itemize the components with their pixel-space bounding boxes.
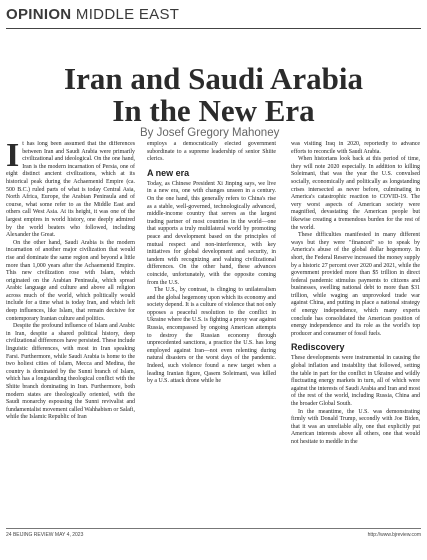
- paragraph: Today, as Chinese President Xi Jinping says, we live in a new era, one with changes unseen in a century. On the one hand, this generally refers to China's rise as a stable, well-governed, technologically advanced, middle-income country that serves as the largest trading partner of most countries in the world—one that supports a truly multilateral world by promoting peace and development based on the principles of mutual respect and non-interference, with key initiatives for global development and security, in tandem with recognizing and valuing civilizational differences. On the other hand, these advances coincide, unfortunately, with the opposite coming from the U.S.: [147, 180, 276, 286]
- paragraph: The U.S., by contrast, is clinging to unilateralism and the global hegemony upon which its economy and society depend. It is a culture of violence that not only opposes a peaceful resolution to the conflict in Ukraine where the U.S. is fighting a proxy war against Russia, encompassed by ongoing American attempts to destroy the Russian economy through unprecedented sanctions, a practice the U.S. has long employed against Iran—not even relenting during natural disasters or the worst days of the pandemic. Indeed, such violence found a new target when a leading Iranian figure, Qasem Soleimani, was killed by a U.S. attack drone while he: [147, 287, 276, 385]
- paragraph: When historians look back at this period of time, they will note 2020 especially. In addition to killing Soleimani, that was the year the U.S. convulsed socially, economically and politically as longstanding crises intersected as never before, culminating in America's catastrophic reaction to COVID-19. The very worst aspects of American society were magnified, devastating the American people but likewise creating a tremendous burden for the rest of the world.: [291, 156, 420, 231]
- footer-page-info: 24 BEIJING REVIEW MAY 4, 2023: [6, 532, 84, 538]
- article-column-2: [147, 141, 276, 523]
- article-column-3: [291, 141, 420, 523]
- subheading-new-era: A new era: [147, 167, 190, 178]
- drop-cap: I: [6, 141, 20, 174]
- header-rule: [6, 28, 421, 29]
- article-column-1: [6, 141, 135, 523]
- section-label: OPINION: [6, 6, 72, 23]
- subheading-rediscovery: Rediscovery: [291, 342, 345, 353]
- paragraph: These developments were instrumental in causing the global inflation and instability that followed, setting the table in part for the conflict in Ukraine and wildly fluctuating energy markets in turn, all of which were against the interests of Saudi Arabia and Iran and most of the rest of the world, including Russia, China and the broader Global South.: [291, 355, 420, 407]
- section-kicker: [6, 6, 179, 24]
- headline-line-1: Iran and Saudi Arabia: [64, 61, 363, 96]
- paragraph-text: t has long been assumed that the differences between Iran and Saudi Arabia were primarily civilizational and ideological. On the one hand, Iran is the modern incarnation of Persia, one of eight distinct ancient civilizations, which at its historical peak during the Achaemenid Empire (ca. 500 B.C.) ruled parts of what is today Central Asia, North Africa, Europe, the Arabian Peninsula and of course, what some refer to as the Middle East and others call West Asia. At its height, it was one of the largest empires in world history, one deeply admired by the world beaters who followed, including Alexander the Great.: [6, 141, 135, 239]
- paragraph: [6, 141, 135, 240]
- footer-url: http://www.bjreview.com: [367, 532, 421, 538]
- paragraph: was visiting Iraq in 2020, reportedly to advance efforts to reconcile with Saudi Arabia.: [291, 141, 420, 155]
- paragraph: On the other hand, Saudi Arabia is the modern incarnation of another major civilization that would rise and dominate the same region and beyond a little more than 1,000 years after the Achaemenid Empire. This new civilization rose with Islam, which originated on the Arabian Peninsula, which spread Arabic language and culture and above all religion across much of the world, which politically would include for a time what is today Iran, and which left deep influences, like Islam, that remain decisive for contemporary Iranian culture and politics.: [6, 239, 135, 322]
- paragraph: In the meantime, the U.S. was demonstrating firmly with Donald Trump, secondly with Joe Biden, that it was an unreliable ally, one that explicitly put American interests above all others, one that would not hesitate to meddle in the: [291, 408, 420, 445]
- byline: By Josef Gregory Mahoney: [140, 127, 280, 139]
- region-label: MIDDLE EAST: [75, 6, 180, 23]
- paragraph: These difficulties manifested in many different ways but they were "financed" so to speak by America's abuse of the global dollar hegemony. In short, the Federal Reserve increased the money supply by a historic 27 percent over 2020 and 2021, while the government provided more than $5 trillion in direct federal pandemic stimulus payments to citizens and businesses, swelling national debt to more than $31 trillion, while waging an unprovoked trade war against China, and putting in place a national strategy of energy independence, which many experts conclude has consolidated the American position of energy independence and its role as the world's top producer and consumer of fossil fuels.: [291, 232, 420, 337]
- paragraph: employs a democratically elected government subordinate to a supreme leadership of senior Shiite clerics.: [147, 141, 276, 163]
- footer-rule: [6, 528, 421, 529]
- paragraph: Despite the profound influence of Islam and Arabic in Iran, despite a shared political history, deep civilizational differences have persisted. These include linguistic differences, with most in Iran speaking Farsi. Furthermore, while Saudi Arabia is home to the two holiest cities of Islam, Mecca and Medina, the country is dominated by the Sunni branch of Islam, which has a longstanding theological conflict with the Shiite branch dominating in Iran. Furthermore, both modern states are theologically oriented, with the Saudi monarchy espousing the Sunni revivalist and fundamentalist movement called Wahhabism or Salafi, while the Islamic Republic of Iran: [6, 323, 135, 421]
- headline-line-2: In the New Era: [112, 93, 315, 128]
